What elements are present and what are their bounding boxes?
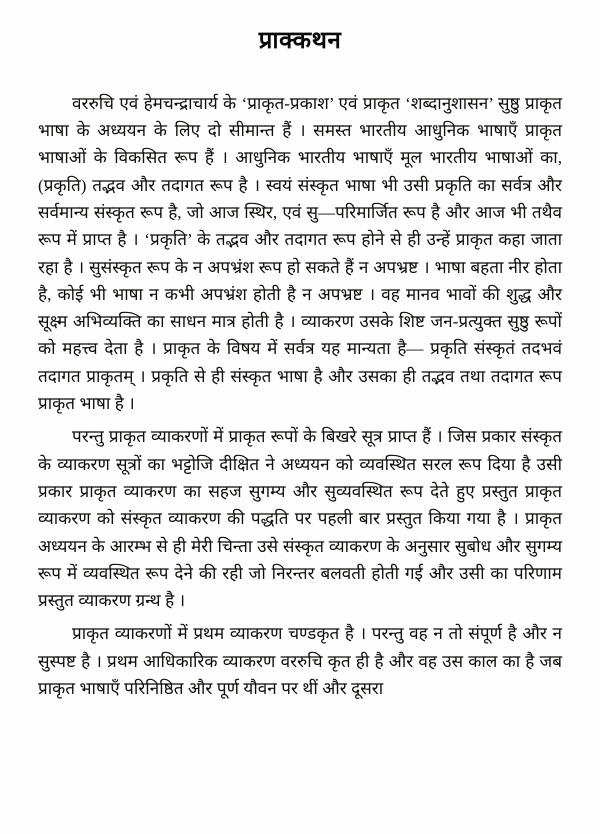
paragraph-1: वररुचि एवं हेमचन्द्राचार्य के ‘प्राकृत-प्रकाश’ एवं प्राकृत ‘शब्दानुशासन’ सुष्ठु प्राकृत भाषा के अध्ययन के लिए दो सीमान्त हैं । समस्त भारतीय आधुनिक भाषाएँ प्राकृत भाषाओं के विकसित रूप हैं । आधुनिक भारतीय भाषाएँ मूल भारतीय भाषाओं का, (प्रकृति) तद्भव और तदागत रूप है । स्वयं संस्कृत भाषा भी उसी प्रकृति का सर्वत्र और सर्वमान्य संस्कृत रूप है, जो आज स्थिर, एवं सु—परिमार्जित रूप है और आज भी तथैव रूप में प्राप्त है । ‘प्रकृति’ के तद्भव और तदागत रूप होने से ही उन्हें प्राकृत कहा जाता रहा है । सुसंस्कृत रूप के न अपभ्रंश रूप हो सकते हैं न अपभ्रष्ट । भाषा बहता नीर होता है, कोई भी भाषा न कभी अपभ्रंश होती है न अपभ्रष्ट । वह मानव भावों की शुद्ध और सूक्ष्म अभिव्यक्ति का साधन मात्र होती है । व्याकरण उसके शिष्ट जन-प्रत्युक्त सुष्ठु रूपों को महत्त्व देता है । प्राकृत के विषय में सर्वत्र यह मान्यता है— प्रकृति संस्कृतं तदभवं तदागत प्राकृतम् । प्रकृति से ही संस्कृत भाषा है और उसका ही तद्भव तथा तदागत रूप प्राकृत भाषा है । (38, 93, 562, 414)
paragraph-3: प्राकृत व्याकरणों में प्रथम व्याकरण चण्डकृत है । परन्तु वह न तो संपूर्ण है और न सुस्पष्ट है । प्रथम आधिकारिक व्याकरण वररुचि कृत ही है और वह उस काल का है जब प्राकृत भाषाएँ परिनिष्ठित और पूर्ण यौवन पर थीं और दूसरा (38, 624, 562, 699)
body-text-column (38, 90, 562, 703)
page-title: प्राक्कथन (258, 28, 342, 54)
paragraph-2: परन्तु प्राकृत व्याकरणों में प्राकृत रूपों के बिखरे सूत्र प्राप्त हैं । जिस प्रकार संस्कृत के व्याकरण सूत्रों का भट्टोजि दीक्षित ने अध्ययन को व्यवस्थित सरल रूप दिया है उसी प्रकार प्राकृत व्याकरण का सहज सुगम्य और सुव्यवस्थित रूप देते हुए प्रस्तुत प्राकृत व्याकरण को संस्कृत व्याकरण की पद्धति पर पहली बार प्रस्तुत किया गया है । प्राकृत अध्ययन के आरम्भ से ही मेरी चिन्ता उसे संस्कृत व्याकरण के अनुसार सुबोध और सुगम्य रूप में व्यवस्थित रूप देने की रही जो निरन्तर बलवती होती गई और उसी का परिणाम प्रस्तुत व्याकरण ग्रन्थ है । (38, 427, 562, 611)
